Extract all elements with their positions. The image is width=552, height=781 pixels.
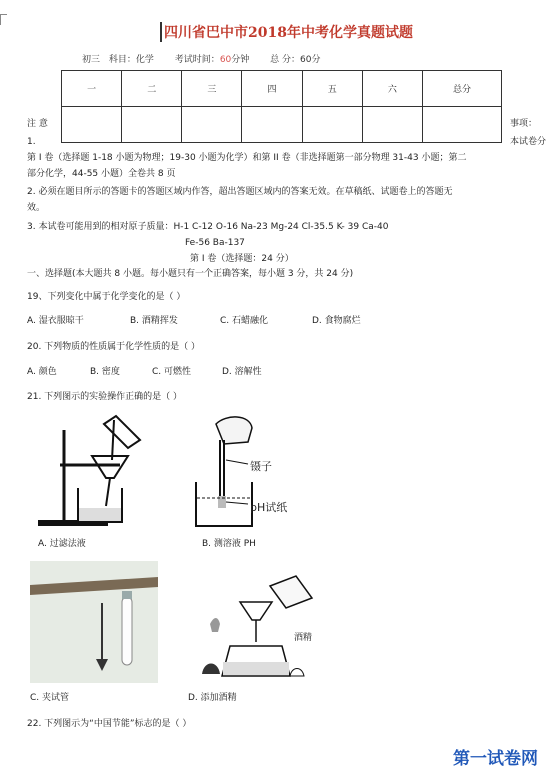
question-20-stem: 20. 下列物质的性质属于化学性质的是（ ） bbox=[27, 342, 201, 352]
note-1-text: 第 I 卷（选择题 1-18 小题为物理；19-30 小题为化学）和第 II 卷（非选择题第一部分物理 31-43 小题；第二 bbox=[27, 153, 467, 163]
score-label: 总 分： bbox=[270, 55, 301, 65]
subject: 化学 bbox=[135, 55, 154, 65]
note-3-text-cont: Fe-56 Ba-137 bbox=[185, 238, 245, 248]
lamp-cap bbox=[202, 664, 220, 675]
score-header: 五 bbox=[302, 71, 362, 107]
notes-label: 注 意 bbox=[27, 119, 48, 129]
hand bbox=[216, 417, 252, 444]
add-alcohol-figure bbox=[200, 572, 320, 682]
pouring-beaker bbox=[104, 416, 140, 448]
tweezers-label: 镊子 bbox=[250, 460, 272, 473]
filtrate bbox=[79, 508, 121, 521]
lamp-cap-2 bbox=[290, 669, 304, 677]
note-1-number: 1. bbox=[27, 137, 36, 147]
page-title: 四川省巴中市2018年中考化学真题试题 bbox=[160, 22, 413, 42]
section-header: 第 I 卷（选择题：24 分） bbox=[190, 254, 294, 264]
funnel bbox=[240, 602, 272, 620]
question-19-stem: 19、下列变化中属于化学变化的是（ ） bbox=[27, 292, 186, 302]
subject-label: 科目： bbox=[108, 55, 136, 65]
filtration-figure bbox=[30, 410, 150, 530]
test-tube-rim bbox=[122, 591, 132, 599]
q19-option-c[interactable]: C. 石蜡融化 bbox=[220, 316, 269, 326]
site-watermark: 第一试卷网 bbox=[453, 749, 538, 769]
q20-option-a[interactable]: A. 颜色 bbox=[27, 367, 57, 377]
question-21-stem: 21. 下列图示的实验操作正确的是（ ） bbox=[27, 392, 183, 402]
time-label: 考试时间： bbox=[174, 55, 220, 65]
alcohol-label: 酒精 bbox=[294, 633, 313, 643]
question-22-stem: 22. 下列图示为“中国节能”标志的是（ ） bbox=[27, 719, 192, 729]
q19-option-a[interactable]: A. 湿衣服晾干 bbox=[27, 316, 84, 326]
score-header: 二 bbox=[122, 71, 182, 107]
grade: 初三 bbox=[82, 55, 101, 65]
glass-rod bbox=[112, 420, 114, 460]
time-value: 60 bbox=[219, 55, 232, 65]
exam-meta bbox=[82, 52, 320, 65]
total-score: 60分 bbox=[300, 55, 321, 65]
ph-paper-pointer bbox=[226, 502, 248, 504]
q20-option-d[interactable]: D. 溶解性 bbox=[222, 367, 262, 377]
score-table bbox=[61, 70, 502, 143]
note-1-text-cont: 部分化学，44-55 小题）全卷共 8 页 bbox=[27, 169, 176, 179]
score-header: 六 bbox=[362, 71, 422, 107]
note-1-right: 本试卷分 bbox=[510, 137, 547, 147]
score-header: 三 bbox=[182, 71, 242, 107]
figure-d-caption[interactable]: D. 添加酒精 bbox=[188, 693, 237, 703]
score-header: 四 bbox=[242, 71, 302, 107]
score-cell[interactable] bbox=[62, 107, 122, 143]
figure-b-caption[interactable]: B. 测溶液 PH bbox=[202, 539, 256, 549]
lamp-liquid bbox=[223, 662, 289, 675]
ph-paper-label: pH试纸 bbox=[250, 501, 288, 514]
test-tube-clamp-photo bbox=[30, 561, 158, 683]
test-tube bbox=[122, 597, 132, 665]
q19-option-b[interactable]: B. 酒精挥发 bbox=[130, 316, 178, 326]
alcohol-bottle bbox=[270, 576, 312, 608]
score-cell[interactable] bbox=[362, 107, 422, 143]
funnel-stem bbox=[106, 478, 110, 506]
clamp-illustration bbox=[30, 561, 158, 683]
funnel bbox=[92, 456, 128, 478]
flame bbox=[210, 618, 220, 632]
score-header: 一 bbox=[62, 71, 122, 107]
page-corner-mark bbox=[0, 14, 7, 25]
score-header: 总分 bbox=[423, 71, 502, 107]
q20-option-c[interactable]: C. 可燃性 bbox=[152, 367, 192, 377]
score-cell[interactable] bbox=[423, 107, 502, 143]
ph-test-figure bbox=[190, 414, 310, 534]
score-blank-row bbox=[62, 107, 502, 143]
tweezers-pointer bbox=[226, 460, 248, 464]
q19-option-d[interactable]: D. 食物腐烂 bbox=[312, 316, 361, 326]
figure-c-caption[interactable]: C. 夹试管 bbox=[30, 693, 70, 703]
time-unit: 分钟 bbox=[231, 55, 250, 65]
note-2-text: 2. 必须在题目所示的答题卡的答题区域内作答，超出答题区域内的答案无效。在草稿纸、试题卷上的答题无 bbox=[27, 187, 453, 197]
score-cell[interactable] bbox=[122, 107, 182, 143]
score-cell[interactable] bbox=[302, 107, 362, 143]
score-header-row bbox=[62, 71, 502, 107]
section-intro: 一、选择题(本大题共 8 小题。每小题只有一个正确答案，每小题 3 分，共 24 分) bbox=[27, 269, 354, 279]
q20-option-b[interactable]: B. 密度 bbox=[90, 367, 120, 377]
figure-a-caption[interactable]: A. 过滤法液 bbox=[38, 539, 86, 549]
note-3-text: 3. 本试卷可能用到的相对原子质量：H-1 C-12 O-16 Na-23 Mg-24 Cl-35.5 K- 39 Ca-40 bbox=[27, 222, 389, 232]
score-cell[interactable] bbox=[182, 107, 242, 143]
notes-right-label: 事项： bbox=[510, 119, 538, 129]
note-2-text-cont: 效。 bbox=[27, 203, 46, 213]
score-cell[interactable] bbox=[242, 107, 302, 143]
